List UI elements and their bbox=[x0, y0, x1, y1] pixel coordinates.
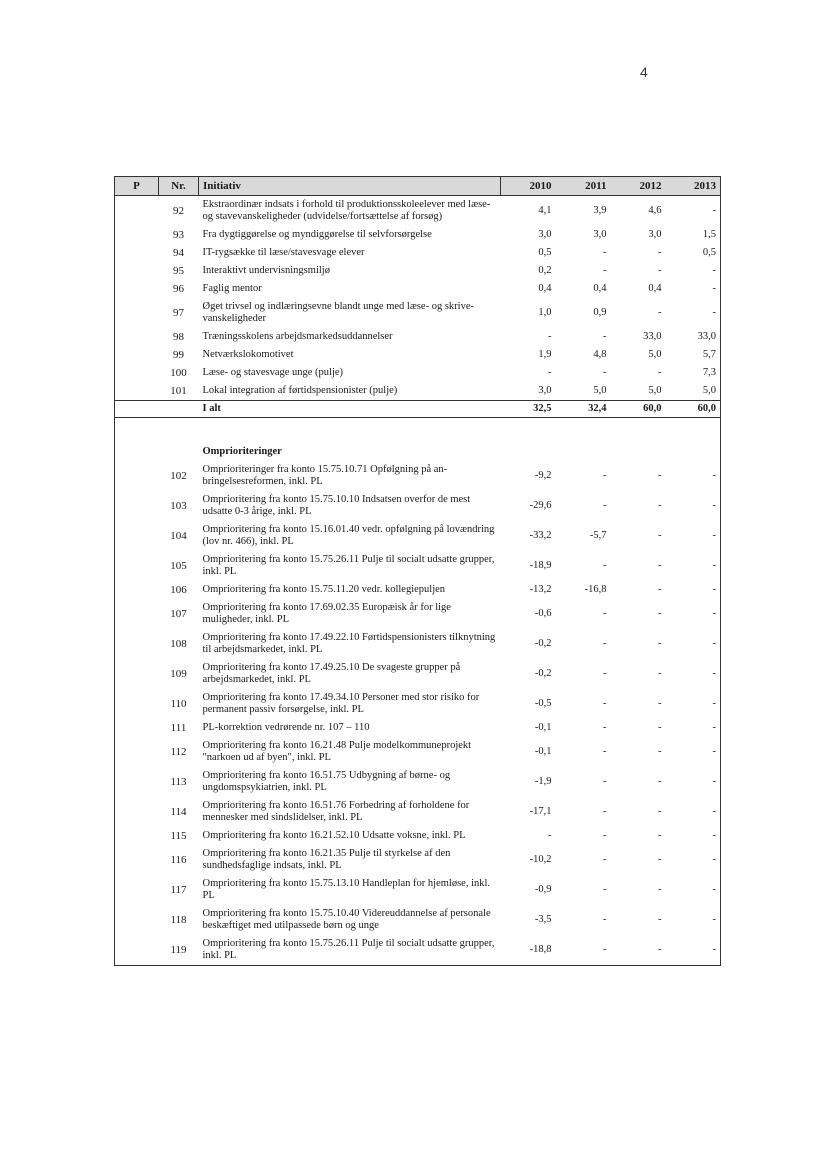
cell-initiative: Interaktivt undervisningsmiljø bbox=[202, 265, 330, 276]
cell-initiative: Omprioritering fra konto 17.49.22.10 Førtidspensionisters tilknytning til arbejdsmarkedet, inkl. PL bbox=[202, 632, 496, 655]
cell-2012: - bbox=[658, 668, 662, 679]
cell-2011: 0,4 bbox=[593, 283, 607, 294]
cell-2010: 0,2 bbox=[538, 265, 552, 276]
cell-2010: -0,2 bbox=[534, 668, 552, 679]
cell-nr: 108 bbox=[170, 638, 187, 650]
cell-nr: 103 bbox=[170, 500, 187, 512]
cell-initiative: Omprioritering fra konto 16.21.52.10 Udsatte voksne, inkl. PL bbox=[202, 830, 466, 841]
cell-nr: 113 bbox=[170, 776, 187, 788]
cell-2013: 33,0 bbox=[697, 331, 716, 342]
table-row bbox=[115, 629, 721, 659]
cell-2013: - bbox=[712, 265, 716, 276]
cell-2010: 0,5 bbox=[538, 247, 552, 258]
cell-initiative: Omprioritering fra konto 15.75.11.20 vedr. kollegiepuljen bbox=[202, 584, 446, 595]
cell-2011: - bbox=[603, 470, 607, 481]
cell-p bbox=[115, 689, 159, 719]
cell-2012: - bbox=[658, 884, 662, 895]
cell-2011: -5,7 bbox=[589, 530, 607, 541]
cell-2011: - bbox=[603, 560, 607, 571]
cell-2013: - bbox=[712, 608, 716, 619]
cell-2011: 3,0 bbox=[593, 229, 607, 240]
cell-2011: - bbox=[603, 331, 607, 342]
cell-initiative: Omprioritering fra konto 16.21.35 Pulje til styrkelse af den sundhedsfaglige indsats, inkl. PL bbox=[202, 848, 451, 871]
cell-p bbox=[115, 737, 159, 767]
cell-initiative: Omprioritering fra konto 16.21.48 Pulje modelkommuneprojekt "narkoen ud af byen", inkl. PL bbox=[202, 740, 472, 763]
table-row bbox=[115, 298, 721, 328]
section-title: Omprioriteringer bbox=[202, 446, 282, 457]
cell-p bbox=[115, 461, 159, 491]
cell-p bbox=[115, 599, 159, 629]
cell-p bbox=[115, 491, 159, 521]
cell-nr: 95 bbox=[173, 265, 184, 277]
cell-nr: 105 bbox=[170, 560, 187, 572]
cell-initiative: Læse- og stavesvage unge (pulje) bbox=[202, 367, 344, 378]
cell-2010: -29,6 bbox=[529, 500, 552, 511]
cell-nr: 99 bbox=[173, 349, 184, 361]
cell-initiative: Lokal integration af førtidspensionister (pulje) bbox=[202, 385, 398, 396]
cell-nr: 92 bbox=[173, 205, 184, 217]
cell-2012: - bbox=[658, 470, 662, 481]
header-2012: 2012 bbox=[611, 177, 666, 196]
cell-nr: 119 bbox=[159, 935, 199, 966]
cell-2011: - bbox=[603, 746, 607, 757]
cell-2011: - bbox=[603, 265, 607, 276]
cell-2012: - bbox=[658, 608, 662, 619]
cell-initiative: Øget trivsel og indlæringsevne blandt unge med læse- og skrive-vanskeligheder bbox=[202, 301, 474, 324]
cell-p bbox=[115, 298, 159, 328]
cell-2011: - bbox=[603, 247, 607, 258]
cell-2013: 7,3 bbox=[702, 367, 716, 378]
cell-2010: 1,0 bbox=[538, 307, 552, 318]
cell-2011: 3,9 bbox=[593, 205, 607, 216]
cell-2013: - bbox=[712, 698, 716, 709]
initiative-rows bbox=[115, 196, 721, 401]
cell-2010: -18,8 bbox=[501, 935, 556, 966]
total-label: I alt bbox=[199, 401, 501, 418]
cell-2012: - bbox=[658, 698, 662, 709]
cell-2012: - bbox=[658, 307, 662, 318]
cell-2010: -0,6 bbox=[534, 608, 552, 619]
cell-initiative: IT-rygsække til læse/stavesvage elever bbox=[202, 247, 365, 258]
cell-2010: -0,9 bbox=[534, 884, 552, 895]
cell-2010: 0,4 bbox=[538, 283, 552, 294]
cell-2010: 1,9 bbox=[538, 349, 552, 360]
cell-nr: 112 bbox=[170, 746, 187, 758]
cell-2013: - bbox=[712, 470, 716, 481]
cell-2010: 3,0 bbox=[538, 385, 552, 396]
header-2011: 2011 bbox=[556, 177, 611, 196]
cell-initiative: Fra dygtiggørelse og myndiggørelse til selvforsørgelse bbox=[202, 229, 432, 240]
table-row bbox=[115, 875, 721, 905]
total-2011: 32,4 bbox=[556, 401, 611, 418]
cell-initiative: Omprioritering fra konto 15.75.13.10 Handleplan for hjemløse, inkl. PL bbox=[202, 878, 491, 901]
cell-p bbox=[115, 875, 159, 905]
cell-p bbox=[115, 328, 159, 346]
cell-2013: 5,0 bbox=[702, 385, 716, 396]
table-row bbox=[115, 827, 721, 845]
cell-2012: 5,0 bbox=[648, 385, 662, 396]
cell-initiative: Netværkslokomotivet bbox=[202, 349, 294, 360]
cell-nr: 110 bbox=[170, 698, 187, 710]
cell-2010: -1,9 bbox=[534, 776, 552, 787]
cell-2012: - bbox=[658, 584, 662, 595]
cell-p bbox=[115, 262, 159, 280]
table-row bbox=[115, 737, 721, 767]
cell-initiative: Omprioritering fra konto 16.51.76 Forbedring af forholdene for mennesker med sindslidelser, inkl. PL bbox=[202, 800, 470, 823]
cell-2010: -0,5 bbox=[534, 698, 552, 709]
table-row bbox=[115, 346, 721, 364]
table-row bbox=[115, 461, 721, 491]
header-nr: Nr. bbox=[159, 177, 199, 196]
cell-nr: 117 bbox=[170, 884, 187, 896]
cell-2010: -0,1 bbox=[534, 746, 552, 757]
cell-2010: 3,0 bbox=[538, 229, 552, 240]
cell-2013: - bbox=[712, 884, 716, 895]
cell-initiative: Omprioritering fra konto 17.49.25.10 De svageste grupper på arbejdsmarkedet, inkl. PL bbox=[202, 662, 461, 685]
cell-2011: - bbox=[556, 935, 611, 966]
cell-2011: - bbox=[603, 638, 607, 649]
cell-2012: - bbox=[658, 914, 662, 925]
cell-initiative: Omprioritering fra konto 15.75.26.11 Pulje til socialt udsatte grupper, inkl. PL bbox=[199, 935, 501, 966]
cell-2012: - bbox=[658, 367, 662, 378]
table-row bbox=[115, 689, 721, 719]
budget-table bbox=[114, 176, 721, 966]
cell-p bbox=[115, 935, 159, 966]
cell-2013: 1,5 bbox=[702, 229, 716, 240]
cell-2011: - bbox=[603, 722, 607, 733]
cell-p bbox=[115, 581, 159, 599]
cell-nr: 116 bbox=[170, 854, 187, 866]
cell-2013: - bbox=[712, 854, 716, 865]
cell-p bbox=[115, 629, 159, 659]
total-section bbox=[115, 401, 721, 462]
table-row bbox=[115, 226, 721, 244]
total-row bbox=[115, 401, 721, 418]
cell-2010: -18,9 bbox=[529, 560, 552, 571]
total-2013: 60,0 bbox=[666, 401, 721, 418]
table-row bbox=[115, 551, 721, 581]
cell-2011: - bbox=[603, 884, 607, 895]
table-row bbox=[115, 280, 721, 298]
cell-nr: 94 bbox=[173, 247, 184, 259]
table-row bbox=[115, 797, 721, 827]
cell-2013: - bbox=[712, 806, 716, 817]
cell-p bbox=[115, 226, 159, 244]
cell-initiative: Omprioritering fra konto 15.75.26.11 Pulje til socialt udsatte grupper, inkl. PL bbox=[202, 554, 495, 577]
cell-2010: - bbox=[548, 367, 552, 378]
cell-2013: - bbox=[712, 530, 716, 541]
cell-2013: - bbox=[712, 914, 716, 925]
cell-p bbox=[115, 244, 159, 262]
table-row bbox=[115, 719, 721, 737]
cell-p bbox=[115, 382, 159, 401]
cell-2010: -0,2 bbox=[534, 638, 552, 649]
table-row bbox=[115, 845, 721, 875]
cell-2010: 4,1 bbox=[538, 205, 552, 216]
cell-2012: - bbox=[658, 746, 662, 757]
cell-nr: 106 bbox=[170, 584, 187, 596]
cell-2012: - bbox=[658, 265, 662, 276]
cell-nr: 107 bbox=[170, 608, 187, 620]
cell-nr: 102 bbox=[170, 470, 187, 482]
cell-2012: - bbox=[658, 560, 662, 571]
cell-2011: - bbox=[603, 854, 607, 865]
cell-2012: - bbox=[658, 776, 662, 787]
cell-nr: 104 bbox=[170, 530, 187, 542]
cell-initiative: Træningsskolens arbejdsmarkedsuddannelser bbox=[202, 331, 393, 342]
cell-2010: - bbox=[548, 331, 552, 342]
cell-p bbox=[115, 659, 159, 689]
cell-p bbox=[115, 280, 159, 298]
cell-2012: - bbox=[658, 247, 662, 258]
header-2013: 2013 bbox=[666, 177, 721, 196]
cell-initiative: Ekstraordinær indsats i forhold til produktionsskoleelever med læse- og stavevanskeligheder (udvidelse/fortsættelse af forsøg) bbox=[202, 199, 491, 222]
cell-2011: - bbox=[603, 367, 607, 378]
table-row bbox=[115, 659, 721, 689]
table-row bbox=[115, 196, 721, 227]
cell-p bbox=[115, 196, 159, 227]
table-row bbox=[115, 581, 721, 599]
cell-initiative: Omprioritering fra konto 17.49.34.10 Personer med stor risiko for permanent passiv forsørgelse, inkl. PL bbox=[202, 692, 480, 715]
cell-2012: 0,4 bbox=[648, 283, 662, 294]
cell-2011: -16,8 bbox=[584, 584, 607, 595]
cell-p bbox=[115, 551, 159, 581]
cell-2011: - bbox=[603, 776, 607, 787]
cell-2011: 4,8 bbox=[593, 349, 607, 360]
cell-nr: 100 bbox=[170, 367, 187, 379]
cell-2010: -13,2 bbox=[529, 584, 552, 595]
cell-initiative: Omprioritering fra konto 15.75.10.40 Videreuddannelse af personale beskæftiget med utilpassede børn og unge bbox=[202, 908, 491, 931]
cell-2012: - bbox=[658, 638, 662, 649]
cell-p bbox=[115, 845, 159, 875]
cell-initiative: Omprioritering fra konto 15.75.10.10 Indsatsen overfor de mest udsatte 0-3 årige, inkl. PL bbox=[202, 494, 471, 517]
cell-2013: - bbox=[666, 935, 721, 966]
cell-2012: - bbox=[611, 935, 666, 966]
section-row bbox=[115, 438, 721, 461]
header-initiative: Initiativ bbox=[199, 177, 501, 196]
table-row bbox=[115, 262, 721, 280]
header-2010: 2010 bbox=[501, 177, 556, 196]
cell-initiative: Omprioritering fra konto 17.69.02.35 Europæisk år for lige muligheder, inkl. PL bbox=[202, 602, 451, 625]
cell-2010: -10,2 bbox=[529, 854, 552, 865]
cell-2013: - bbox=[712, 746, 716, 757]
cell-p bbox=[115, 827, 159, 845]
cell-2013: - bbox=[712, 500, 716, 511]
cell-p bbox=[115, 797, 159, 827]
table-row bbox=[115, 599, 721, 629]
cell-p bbox=[115, 364, 159, 382]
cell-2013: - bbox=[712, 307, 716, 318]
cell-initiative: Faglig mentor bbox=[202, 283, 262, 294]
table-row bbox=[115, 905, 721, 935]
omprioritering-rows bbox=[115, 461, 721, 966]
cell-2010: -0,1 bbox=[534, 722, 552, 733]
cell-initiative: PL-korrektion vedrørende nr. 107 – 110 bbox=[202, 722, 370, 733]
cell-initiative: Omprioritering fra konto 15.16.01.40 vedr. opfølgning på lovændring (lov nr. 466), inkl. PL bbox=[202, 524, 495, 547]
total-2010: 32,5 bbox=[501, 401, 556, 418]
cell-2010: -9,2 bbox=[534, 470, 552, 481]
cell-nr: 98 bbox=[173, 331, 184, 343]
table-row bbox=[115, 364, 721, 382]
table-row bbox=[115, 767, 721, 797]
spacer-row bbox=[115, 418, 721, 439]
cell-p bbox=[115, 719, 159, 737]
cell-2013: - bbox=[712, 722, 716, 733]
cell-2011: 5,0 bbox=[593, 385, 607, 396]
cell-2011: - bbox=[603, 608, 607, 619]
cell-nr: 114 bbox=[170, 806, 187, 818]
cell-2011: - bbox=[603, 914, 607, 925]
cell-2010: -3,5 bbox=[534, 914, 552, 925]
cell-2013: 5,7 bbox=[702, 349, 716, 360]
cell-nr: 101 bbox=[170, 385, 187, 397]
cell-2011: 0,9 bbox=[593, 307, 607, 318]
cell-2012: 5,0 bbox=[648, 349, 662, 360]
cell-2012: 4,6 bbox=[648, 205, 662, 216]
cell-2013: 0,5 bbox=[702, 247, 716, 258]
table-row bbox=[115, 382, 721, 401]
cell-2012: - bbox=[658, 854, 662, 865]
cell-2010: -17,1 bbox=[529, 806, 552, 817]
cell-2013: - bbox=[712, 560, 716, 571]
cell-nr: 111 bbox=[170, 722, 187, 734]
cell-2012: 3,0 bbox=[648, 229, 662, 240]
table-row bbox=[115, 328, 721, 346]
cell-2010: -33,2 bbox=[529, 530, 552, 541]
cell-2013: - bbox=[712, 205, 716, 216]
cell-2011: - bbox=[603, 806, 607, 817]
cell-p bbox=[115, 346, 159, 364]
cell-2013: - bbox=[712, 638, 716, 649]
cell-nr: 109 bbox=[170, 668, 187, 680]
table-row bbox=[115, 521, 721, 551]
cell-2013: - bbox=[712, 668, 716, 679]
cell-nr: 115 bbox=[170, 830, 187, 842]
cell-2013: - bbox=[712, 776, 716, 787]
table-row bbox=[115, 935, 721, 966]
cell-nr: 97 bbox=[173, 307, 184, 319]
cell-2012: 33,0 bbox=[643, 331, 662, 342]
cell-initiative: Omprioritering fra konto 16.51.75 Udbygning af børne- og ungdomspsykiatrien, inkl. PL bbox=[202, 770, 451, 793]
cell-2011: - bbox=[603, 698, 607, 709]
cell-2013: - bbox=[712, 584, 716, 595]
cell-2011: - bbox=[603, 500, 607, 511]
cell-2013: - bbox=[712, 283, 716, 294]
page-number: 4 bbox=[640, 64, 648, 80]
cell-2013: - bbox=[712, 830, 716, 841]
cell-2012: - bbox=[658, 830, 662, 841]
cell-2011: - bbox=[603, 668, 607, 679]
cell-2010: - bbox=[548, 830, 552, 841]
cell-nr: 118 bbox=[170, 914, 187, 926]
cell-p bbox=[115, 521, 159, 551]
cell-initiative: Omprioriteringer fra konto 15.75.10.71 Opfølgning på an-bringelsesreformen, inkl. PL bbox=[202, 464, 448, 487]
table-row bbox=[115, 244, 721, 262]
cell-2012: - bbox=[658, 722, 662, 733]
cell-2012: - bbox=[658, 806, 662, 817]
table-header-row bbox=[115, 177, 721, 196]
cell-2012: - bbox=[658, 500, 662, 511]
cell-nr: 93 bbox=[173, 229, 184, 241]
cell-p bbox=[115, 767, 159, 797]
header-p: P bbox=[115, 177, 159, 196]
cell-2011: - bbox=[603, 830, 607, 841]
cell-2012: - bbox=[658, 530, 662, 541]
cell-p bbox=[115, 905, 159, 935]
total-2012: 60,0 bbox=[611, 401, 666, 418]
table-row bbox=[115, 491, 721, 521]
cell-nr: 96 bbox=[173, 283, 184, 295]
